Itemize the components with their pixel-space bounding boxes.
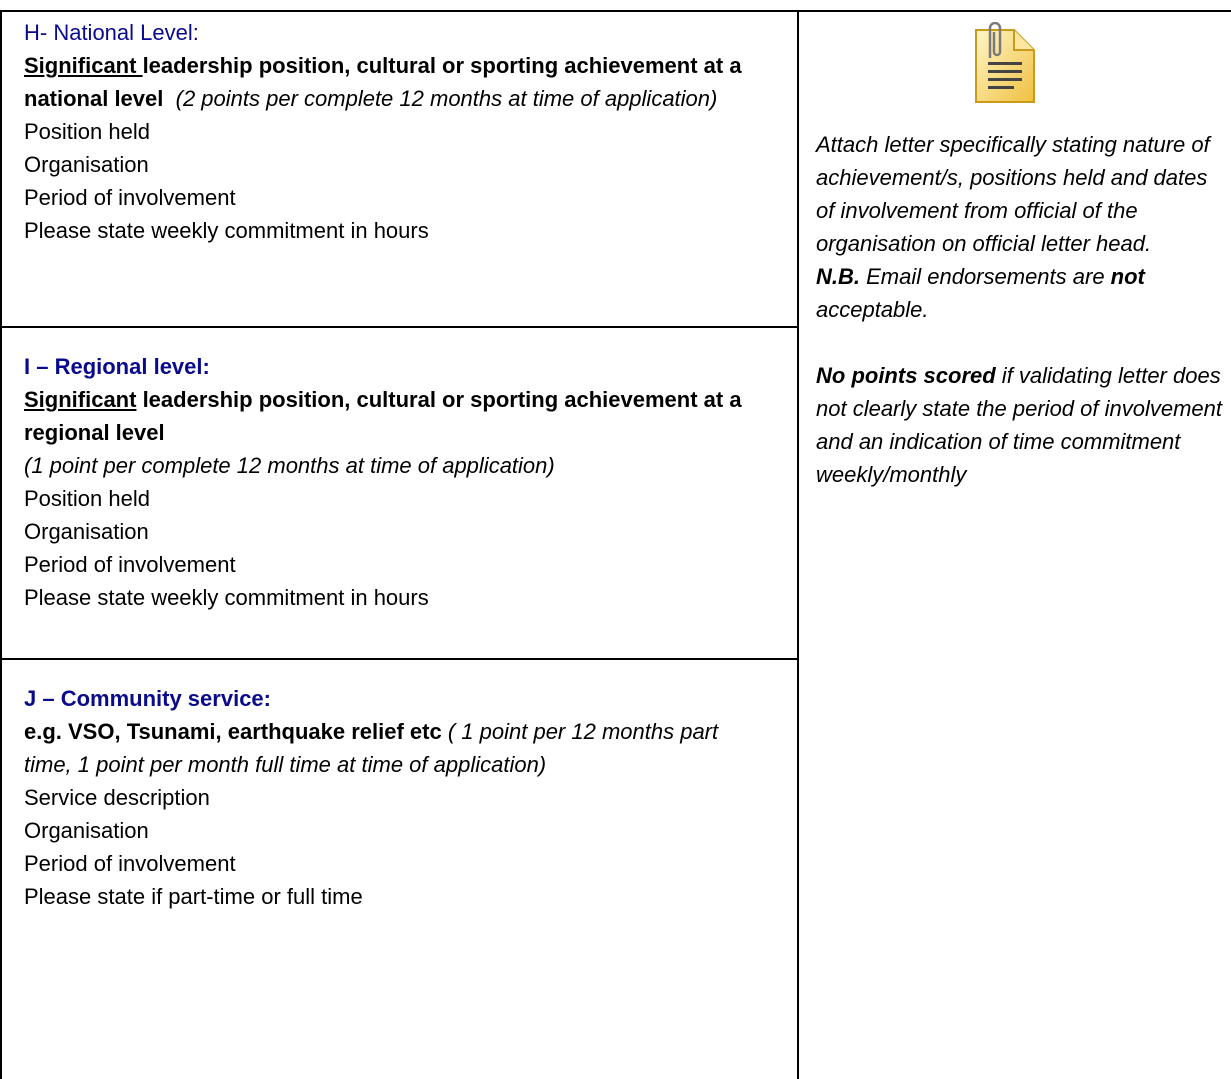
row-divider-2: [0, 658, 799, 660]
section-title: Significant leadership position, cultural or sporting achievement at a regional level: [24, 387, 742, 445]
section-header: H- National Level:: [24, 20, 199, 45]
field-label: Organisation: [24, 519, 149, 544]
row-divider-1: [0, 326, 799, 328]
spacer: [816, 326, 1226, 359]
field-label: Period of involvement: [24, 552, 236, 577]
table-left-border: [0, 10, 2, 1079]
section-header: J – Community service:: [24, 686, 271, 711]
field-label: Position held: [24, 119, 150, 144]
field-label: Organisation: [24, 152, 149, 177]
column-divider: [797, 10, 799, 1079]
field-label: Please state if part-time or full time: [24, 884, 363, 909]
section-h-cell: [24, 16, 784, 247]
section-title: e.g. VSO, Tsunami, earthquake relief etc ( 1 point per 12 months part time, 1 point per month full time at time of application): [24, 719, 719, 777]
field-label: Position held: [24, 486, 150, 511]
guidance-cell: [816, 128, 1226, 491]
field-label: Please state weekly commitment in hours: [24, 218, 429, 243]
table-top-border: [0, 10, 1231, 12]
field-label: Service description: [24, 785, 210, 810]
field-label: Period of involvement: [24, 851, 236, 876]
section-j-cell: [24, 682, 764, 913]
attach-instructions: Attach letter specifically stating nature of achievement/s, positions held and dates of involvement from official of the organisation on official letter head.: [816, 132, 1210, 256]
form-table: [0, 10, 1231, 1079]
field-label: Period of involvement: [24, 185, 236, 210]
section-title: Significant leadership position, cultural or sporting achievement at a national level (2 points per complete 12 months at time of application): [24, 53, 742, 111]
field-label: Please state weekly commitment in hours: [24, 585, 429, 610]
section-header: I – Regional level:: [24, 354, 210, 379]
nb-note: N.B. Email endorsements are not acceptable.: [816, 264, 1145, 322]
points-note: (1 point per complete 12 months at time of application): [24, 453, 555, 478]
section-i-cell: [24, 350, 784, 614]
field-label: Organisation: [24, 818, 149, 843]
paperclip-document-icon: [968, 22, 1042, 106]
no-points-note: No points scored if validating letter does not clearly state the period of involvement and an indication of time commitment weekly/monthly: [816, 363, 1223, 487]
